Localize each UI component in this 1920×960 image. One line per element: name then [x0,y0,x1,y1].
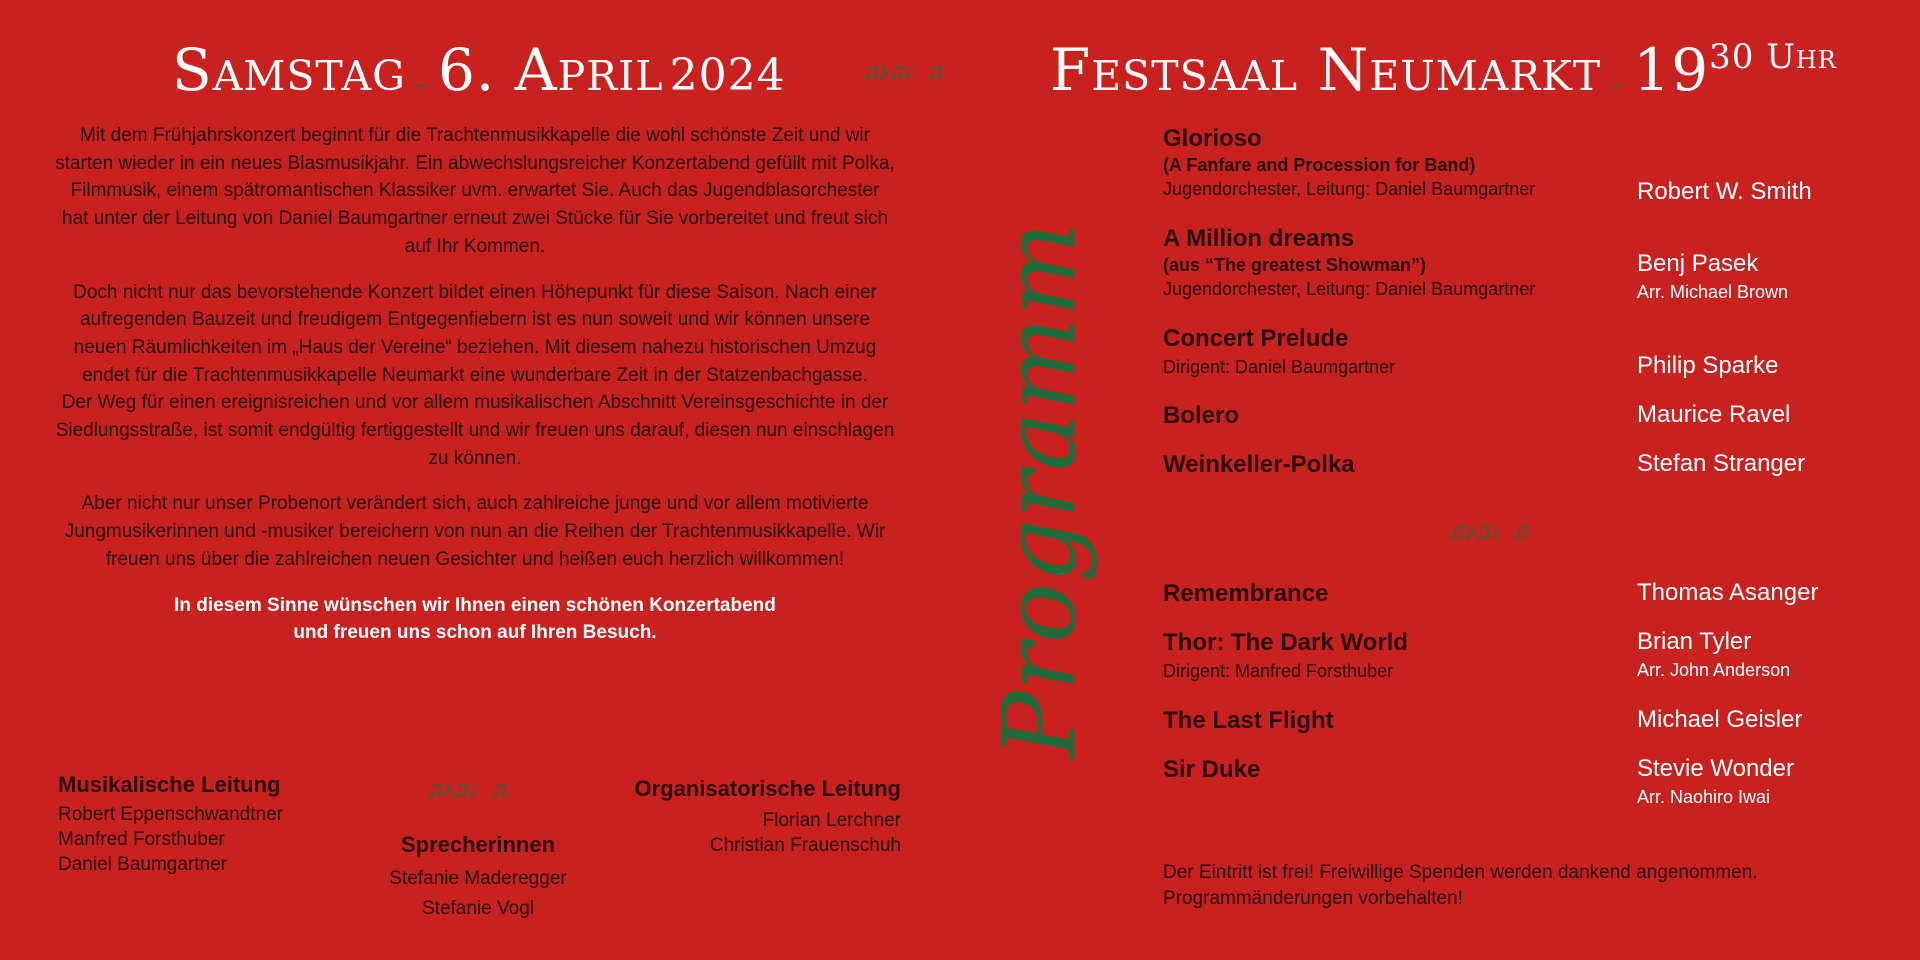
music-notes-ornament: ♫♪♫♩♫ [1448,518,1528,545]
credit-name: Florian Lerchner [762,810,901,831]
piece-title: Glorioso [1163,125,1262,152]
intro-paragraph: Mit dem Frühjahrskonzert beginnt für die Trachtenmusikkapelle die wohl schönste Zeit und wir starten wieder in ein neues Blasmusikjahr. Ein abwechslungsreicher Konzertabend gefüllt mit Polka, Filmmusik, einem spätromantischen Klassiker uvm. erwartet Sie. Auch das Jugendblasorchester hat unter der Leitung von Daniel Baumgartner erneut zwei Stücke für Sie vorbereitet und freut sich auf Ihr Kommen. [55,125,895,257]
piece-title: Concert Prelude [1163,325,1349,352]
closing-line: In diesem Sinne wünschen wir Ihnen einen schönen Konzertabend [174,594,776,616]
venue-name: Festsaal Neumarkt [1050,36,1602,104]
credit-name: Robert Eppenschwandtner [58,804,283,825]
piece-title: Remembrance [1163,580,1329,607]
music-notes-ornament: ♫♪♫♩♫ [426,776,506,803]
composer [1637,178,1812,206]
composer-name: Stefan Stranger [1637,450,1806,477]
credit-organisation [635,776,902,858]
program-label: Programm [981,221,1099,759]
composer [1637,401,1790,429]
piece-title: Sir Duke [1163,756,1261,783]
credit-name: Stefanie Vogl [422,898,534,919]
composer [1637,450,1805,478]
tilde-separator: ~ [1609,75,1626,96]
piece-detail: Dirigent: Daniel Baumgartner [1163,357,1396,377]
header-date [172,36,786,104]
credit-name: Christian Frauenschuh [709,835,901,856]
composer [1637,250,1788,303]
footer-note [1163,860,1758,912]
piece-subtitle: (A Fanfare and Procession for Band) [1163,155,1476,175]
intro-paragraph: Aber nicht nur unser Probenort verändert sich, auch zahlreiche junge und vor allem motivierte Jungmusikerinnen und -musiker bereichern von nun an die Reihen der Trachtenmusikkapelle. Wir freuen uns über die zahlreichen neuen Gesichter und heißen euch herzlich willkommen! [64,493,886,570]
composer [1637,755,1794,808]
piece-detail: Jugendorchester, Leitung: Daniel Baumgartner [1163,279,1536,299]
piece-detail: Dirigent: Manfred Forsthuber [1163,661,1394,681]
credit-name: Daniel Baumgartner [58,854,227,875]
header-day: Samstag [172,36,406,104]
piece-title: A Million dreams [1163,225,1355,252]
composer-name: Philip Sparke [1637,352,1779,379]
composer-name: Robert W. Smith [1637,178,1812,205]
credit-heading: Sprecherinnen [400,832,556,857]
credit-music [58,772,283,877]
composer-name: Stevie Wonder [1637,755,1794,782]
composer-name: Benj Pasek [1637,250,1759,277]
header-venue [1050,36,1837,104]
composer [1637,706,1802,734]
piece-title: The Last Flight [1163,707,1334,734]
tilde-separator: ~ [413,75,430,96]
music-notes-ornament: ♫♪♫♩♫ [862,58,942,85]
composer-name: Michael Geisler [1637,706,1803,733]
piece-subtitle: (aus “The greatest Showman”) [1163,255,1427,275]
intro-text [55,122,895,647]
piece-title: Bolero [1163,402,1240,429]
composer-name: Brian Tyler [1637,628,1752,655]
credit-name: Stefanie Maderegger [389,868,567,889]
header-date-text: 6. April [437,36,664,104]
closing-line: und freuen uns schon auf Ihren Besuch. [293,622,657,644]
time-minutes: 30 Uhr [1709,37,1837,77]
footer-line: Der Eintritt ist frei! Freiwillige Spenden werden dankend angenommen. [1163,862,1758,883]
intro-paragraph: Doch nicht nur das bevorstehende Konzert bildet einen Höhepunkt für diese Saison. Nach einer aufregenden Bauzeit und freudigem Entgegenfiebern ist es nun soweit und wir können unsere neuen Räumlichkeiten im „Haus der Vereine“ beziehen. Mit diesem nahezu historischen Umzug endet für die Trachtenmusikkapelle Neumarkt eine wunderbare Zeit in der Statzenbachgasse. [73,281,877,386]
credit-heading: Organisatorische Leitung [634,776,901,801]
piece-title: Thor: The Dark World [1163,629,1408,656]
composer-name: Thomas Asanger [1637,579,1819,606]
arranger: Arr. Michael Brown [1637,282,1789,302]
composer-name: Maurice Ravel [1637,401,1791,428]
footer-line: Programmänderungen vorbehalten! [1163,888,1463,909]
composer [1637,352,1778,380]
credit-heading: Musikalische Leitung [58,772,281,797]
credit-speakers [378,832,578,924]
piece-title: Weinkeller-Polka [1163,451,1355,478]
composer [1637,579,1818,607]
arranger: Arr. Naohiro Iwai [1637,787,1771,807]
header-year: 2024 [669,50,786,101]
arranger: Arr. John Anderson [1637,660,1791,680]
intro-paragraph: Der Weg für einen ereignisreichen und vor allem musikalischen Abschnitt Vereinsgeschichte in der Siedlungsstraße, ist somit endgültig fertiggestellt und wir freuen uns darauf, diesen nun einschlagen zu können. [55,392,895,469]
time-hour: 19 [1633,36,1710,104]
composer [1637,628,1790,681]
piece-detail: Jugendorchester, Leitung: Daniel Baumgartner [1163,179,1536,199]
credit-name: Manfred Forsthuber [58,829,225,850]
